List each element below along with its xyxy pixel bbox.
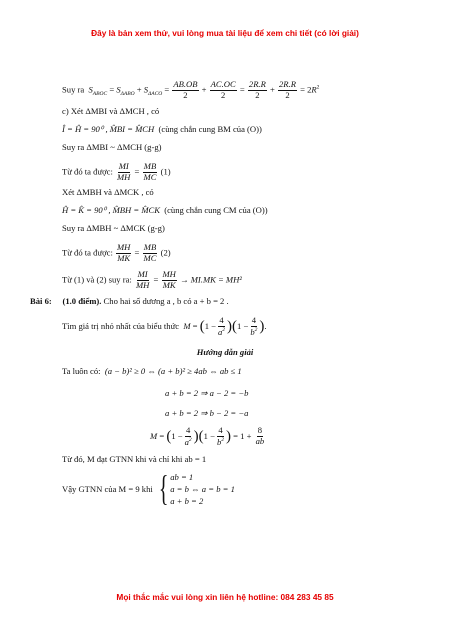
preview-notice: Đây là bản xem thử, vui lòng mua tài liệu để xem chi tiết (có lời giải): [91, 28, 359, 38]
substitution-1: a + b = 2 ⇒ a − 2 = −b: [165, 388, 249, 398]
angle-equality-1-main: Î = Ĥ = 90⁰ , M̂BI = M̂CH: [62, 124, 155, 134]
similarity-1: Suy ra ΔMBI ~ ΔMCH (g-g): [62, 142, 162, 152]
conclusion-prefix: Từ (1) và (2) suy ra:: [62, 274, 132, 285]
min-value-line: [62, 470, 235, 508]
triangle-consider-2: Xét ΔMBH và ΔMCK , có: [62, 187, 154, 197]
angle-equality-1: [62, 125, 262, 134]
problem-6-task: Tìm giá trị nhỏ nhất của biểu thức: [62, 320, 180, 331]
angle-equality-2-note: (cùng chắn cung CM của (O)): [164, 205, 268, 215]
conclusion-line: Từ (1) và (2) suy ra: $\frac{MI}{MH}$ = $\frac{MH}{MK}$ → MI.MK = MH²: [62, 269, 242, 290]
hotline-notice: Mọi thắc mắc vui lòng xin liên hệ hotline: 084 283 45 85: [116, 592, 334, 602]
equation-system: [155, 470, 235, 508]
area-sum-line: Suy ra $S_{ABOC} = S_{\Delta ABO} + S_{\Delta ACO}$ = $\frac{AB.OB}{2}$ + $\frac{AC.OC}{2}$ = $\frac{2R.R}{2}$ + $\frac{2R.R}{2}$ = $2R^2$: [62, 79, 320, 100]
system-row: ab = 1: [170, 472, 194, 482]
m-simplified-line: M = (1 − $\frac{4}{a^2}$ )(1 − $\frac{4}{b^2}$ ) = 1 + $\frac{8}{ab}$: [150, 425, 265, 447]
system-row: a + b = 2: [170, 496, 204, 507]
area-sum-prefix: Suy ra: [62, 84, 85, 95]
ratio-1-line: Từ đó ta được: $\frac{MI}{MH}$ = $\frac{MB}{MC}$ (1): [62, 161, 171, 182]
angle-equality-1-note: (cùng chắn cung BM của (O)): [158, 124, 262, 134]
substitution-2: a + b = 2 ⇒ b − 2 = −a: [165, 408, 249, 418]
ratio-2-prefix: Từ đó ta được:: [62, 247, 113, 258]
angle-equality-2: [62, 206, 268, 215]
inequality-prefix: Ta luôn có:: [62, 366, 101, 376]
part-c-intro: c) Xét ΔMBI và ΔMCH , có: [62, 106, 160, 116]
system-row: a = b ⇔ a = b = 1: [170, 484, 235, 495]
problem-6-task-line: Tìm giá trị nhỏ nhất của biểu thức M = (1 − $\frac{4}{a^2}$ )(1 − $\frac{4}{b^2}$ ).: [62, 315, 267, 337]
conclusion-result: → MI.MK = MH²: [180, 274, 242, 285]
inequality-math: (a − b)² ≥ 0 ⇔ (a + b)² ≥ 4ab ⇔ ab ≤ 1: [104, 366, 242, 376]
problem-6-label: Bài 6:: [30, 296, 52, 306]
guide-title: [0, 348, 450, 357]
ratio-2-line: Từ đó ta được: $\frac{MH}{MK}$ = $\frac{MB}{MC}$ (2): [62, 242, 171, 263]
inequality-line: [62, 367, 242, 376]
min-condition-line: Từ đó, M đạt GTNN khi và chỉ khi ab = 1: [62, 454, 207, 464]
similarity-2: Suy ra ΔMBH ~ ΔMCK (g-g): [62, 223, 165, 233]
angle-equality-2-main: Ĥ = K̂ = 90⁰ , M̂BH = M̂CK: [62, 205, 160, 215]
ratio-1-prefix: Từ đó ta được:: [62, 166, 113, 177]
ratio-1-label: (1): [160, 166, 171, 177]
min-value-prefix: Vậy GTNN của M = 9 khi: [62, 483, 153, 494]
problem-6-statement: Cho hai số dương a , b có a + b = 2 .: [103, 296, 229, 306]
problem-6-header: [30, 297, 229, 306]
brace-icon: {: [158, 468, 169, 508]
problem-6-points: (1.0 điểm).: [62, 296, 102, 306]
guide-title-text: Hướng dẫn giải: [196, 347, 254, 357]
ratio-2-label: (2): [160, 247, 171, 258]
